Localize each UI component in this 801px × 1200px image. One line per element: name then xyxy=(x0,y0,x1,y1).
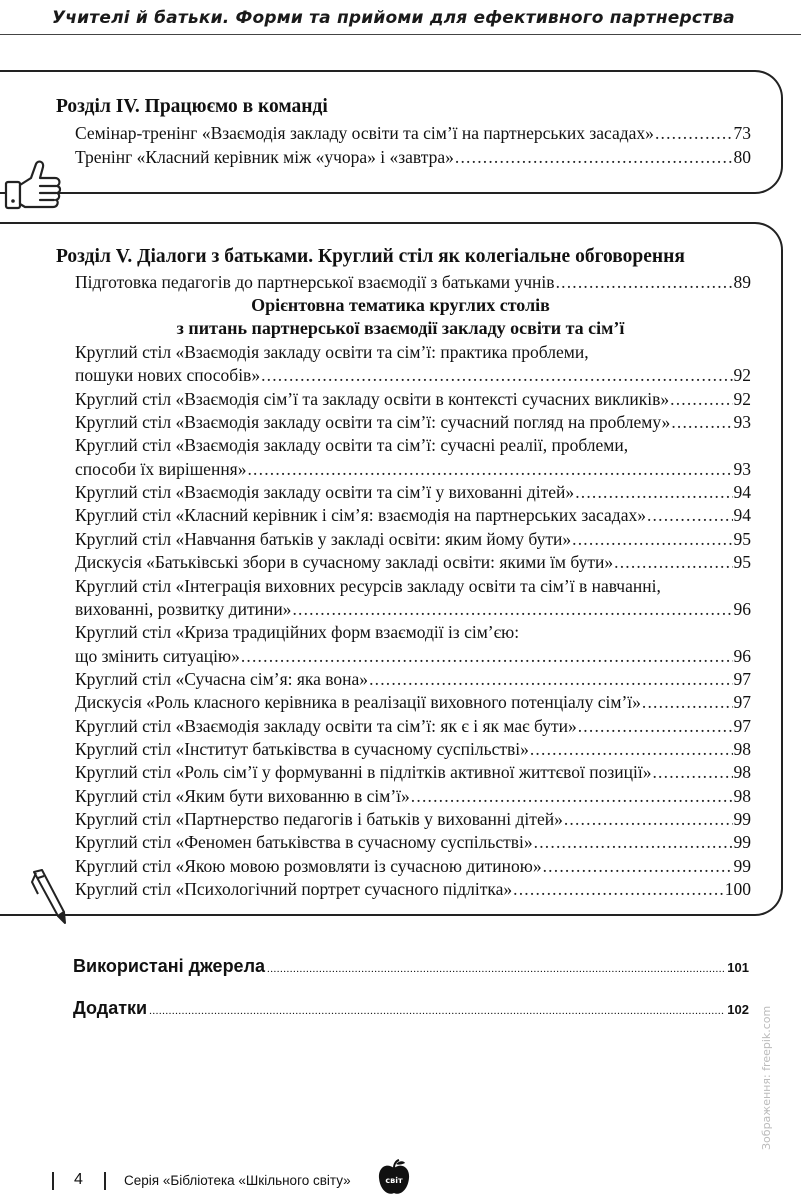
leader-dots xyxy=(614,551,732,573)
toc-entry-page: 95 xyxy=(733,552,751,573)
subheading: Орієнтовна тематика круглих столів xyxy=(251,295,550,315)
toc-entry-page: 93 xyxy=(733,412,751,433)
toc-entry-page: 73 xyxy=(733,123,751,143)
toc-entry-line: Круглий стіл «Криза традиційних форм взаємодії із сім’єю: xyxy=(75,622,520,643)
page-footer xyxy=(0,1166,801,1196)
toc-entry-title: способи їх вирішення» xyxy=(75,458,247,479)
toc-entry-page: 97 xyxy=(733,668,751,689)
toc-entry-page: 96 xyxy=(733,645,751,666)
leader-dots xyxy=(267,963,725,975)
toc-entry xyxy=(75,504,751,526)
toc-entry xyxy=(75,738,751,760)
leader-dots xyxy=(247,458,732,480)
toc-entry xyxy=(75,645,751,667)
toc-entry xyxy=(75,855,751,877)
toc-entry xyxy=(75,411,751,433)
toc-entry-page: 92 xyxy=(733,365,751,386)
running-head: Учителі й батьки. Форми та прийоми для ефективного партнерства xyxy=(52,8,735,28)
leader-dots xyxy=(261,364,732,386)
subheading: з питань партнерської взаємодії закладу освіти та сім’ї xyxy=(176,318,625,338)
toc-entry xyxy=(75,122,751,144)
toc-entry xyxy=(75,146,751,168)
footer-divider xyxy=(104,1172,106,1190)
svg-text:світ: світ xyxy=(385,1176,403,1185)
toc-entry-appendix xyxy=(73,998,749,1019)
toc-entry xyxy=(75,691,751,713)
toc-entry xyxy=(75,388,751,410)
leader-dots xyxy=(534,831,733,853)
toc-entry-sources xyxy=(73,956,749,977)
toc-entry-title: Круглий стіл «Взаємодія закладу освіти та сім’ї: як є і як має бути» xyxy=(75,715,577,736)
section-5-title: Розділ V. Діалоги з батьками. Круглий стіл як колегіальне обговорення xyxy=(56,246,685,267)
toc-entry-page: 99 xyxy=(733,832,751,853)
toc-entry-page: 96 xyxy=(733,598,751,619)
toc-entry-page: 100 xyxy=(724,879,751,900)
watermark: Зображення: freepik.com xyxy=(760,1005,773,1150)
toc-entry xyxy=(75,715,751,737)
toc-entry xyxy=(75,831,751,853)
toc-entry xyxy=(75,668,751,690)
toc-entry xyxy=(75,598,751,620)
toc-entry-title: Круглий стіл «Яким бути вихованню в сім’ї» xyxy=(75,785,410,806)
apple-logo-icon xyxy=(376,1158,412,1198)
leader-dots xyxy=(149,1005,725,1017)
toc-entry-page: 98 xyxy=(733,738,751,759)
leader-dots xyxy=(652,761,732,783)
leader-dots xyxy=(670,388,732,410)
toc-entry-title: Додатки xyxy=(73,998,148,1018)
toc-entry-page: 93 xyxy=(733,458,751,479)
toc-entry-title: Круглий стіл «Психологічний портрет сучасного підлітка» xyxy=(75,879,513,900)
footer-divider xyxy=(52,1172,54,1190)
toc-entry-page: 94 xyxy=(733,482,751,503)
page-number: 4 xyxy=(74,1171,83,1188)
leader-dots xyxy=(292,598,732,620)
toc-entry xyxy=(75,528,751,550)
toc-entry-title: Круглий стіл «Феномен батьківства в сучасному суспільстві» xyxy=(75,832,533,853)
toc-entry xyxy=(75,878,751,900)
pen-icon xyxy=(28,868,70,928)
leader-dots xyxy=(671,411,732,433)
toc-entry-title: Семінар-тренінг «Взаємодія закладу освіти та сім’ї на партнерських засадах» xyxy=(75,123,654,143)
toc-entry-page: 99 xyxy=(733,809,751,829)
toc-entry-page: 101 xyxy=(727,960,749,975)
toc-entry-title: Круглий стіл «Навчання батьків у закладі освіти: яким йому бути» xyxy=(75,528,572,549)
toc-entry xyxy=(75,481,751,503)
toc-entry-page: 99 xyxy=(733,855,751,876)
leader-dots xyxy=(455,146,733,168)
toc-entry-page: 80 xyxy=(733,147,751,167)
toc-entry-line: Круглий стіл «Взаємодія закладу освіти та сім’ї: сучасні реалії, проблеми, xyxy=(75,435,629,456)
toc-entry-title: Дискусія «Роль класного керівника в реалізації виховного потенціалу сім’ї» xyxy=(75,692,641,713)
toc-entry-page: 98 xyxy=(733,785,751,806)
leader-dots xyxy=(572,528,732,550)
leader-dots xyxy=(655,122,733,144)
toc-entry-title: вихованні, розвитку дитини» xyxy=(75,598,292,619)
toc-entry xyxy=(75,458,751,480)
toc-entry-title: Круглий стіл «Роль сім’ї у формуванні в підлітків активної життєвої позиції» xyxy=(75,762,652,783)
toc-entry-title: Круглий стіл «Партнерство педагогів і батьків у вихованні дітей» xyxy=(75,809,563,829)
leader-dots xyxy=(543,855,733,877)
toc-entry-page: 92 xyxy=(733,388,751,409)
toc-entry-title: Круглий стіл «Взаємодія закладу освіти та сім’ї: сучасний погляд на проблему» xyxy=(75,412,671,433)
toc-entry xyxy=(75,785,751,807)
series-title: Серія «Бібліотека «Шкільного світу» xyxy=(124,1173,351,1188)
toc-entry-title: Круглий стіл «Класний керівник і сім’я: взаємодія на партнерських засадах» xyxy=(75,505,646,526)
section-4-title: Розділ IV. Працюємо в команді xyxy=(56,96,328,117)
leader-dots xyxy=(564,808,733,830)
toc-entry-title: Дискусія «Батьківські збори в сучасному закладі освіти: якими їм бути» xyxy=(75,552,614,573)
leader-dots xyxy=(556,271,733,293)
header-rule xyxy=(0,34,801,35)
toc-entry-title: Круглий стіл «Інститут батьківства в сучасному суспільстві» xyxy=(75,738,529,759)
toc-entry-line: Круглий стіл «Взаємодія закладу освіти та сім’ї: практика проблеми, xyxy=(75,342,589,362)
leader-dots xyxy=(642,691,733,713)
toc-entry-title: Підготовка педагогів до партнерської взаємодії з батьками учнів xyxy=(75,272,555,292)
toc-entry-line: Круглий стіл «Інтеграція виховних ресурсів закладу освіти та сім’ї в навчанні, xyxy=(75,575,661,596)
leader-dots xyxy=(241,645,733,667)
leader-dots xyxy=(647,504,733,526)
toc-entry-title: Тренінг «Класний керівник між «учора» і «завтра» xyxy=(75,147,454,167)
toc-entry-title: Круглий стіл «Взаємодія закладу освіти та сім’ї у вихованні дітей» xyxy=(75,482,575,503)
leader-dots xyxy=(575,481,732,503)
leader-dots xyxy=(578,715,733,737)
toc-entry xyxy=(75,364,751,386)
toc-entry-title: Використані джерела xyxy=(73,956,266,976)
toc-entry-title: Круглий стіл «Сучасна сім’я: яка вона» xyxy=(75,668,369,689)
leader-dots xyxy=(411,785,733,807)
toc-entry xyxy=(75,271,751,293)
toc-entry-page: 89 xyxy=(733,272,751,292)
leader-dots xyxy=(513,878,724,900)
toc-entry xyxy=(75,808,751,830)
toc-entry-page: 97 xyxy=(733,715,751,736)
toc-entry-page: 95 xyxy=(733,528,751,549)
toc-entry-title: що змінить ситуацію» xyxy=(75,645,240,666)
leader-dots xyxy=(369,668,732,690)
toc-entry-page: 97 xyxy=(733,692,751,713)
toc-entry-title: пошуки нових способів» xyxy=(75,365,261,386)
toc-entry-page: 94 xyxy=(733,505,751,526)
toc-entry-page: 102 xyxy=(727,1002,749,1017)
toc-entry-page: 98 xyxy=(733,762,751,783)
toc-entry xyxy=(75,761,751,783)
thumbs-up-icon xyxy=(3,158,65,212)
toc-entry-title: Круглий стіл «Якою мовою розмовляти із сучасною дитиною» xyxy=(75,855,542,876)
toc-entry-title: Круглий стіл «Взаємодія сім’ї та закладу освіти в контексті сучасних викликів» xyxy=(75,388,670,409)
toc-entry xyxy=(75,551,751,573)
leader-dots xyxy=(530,738,733,760)
